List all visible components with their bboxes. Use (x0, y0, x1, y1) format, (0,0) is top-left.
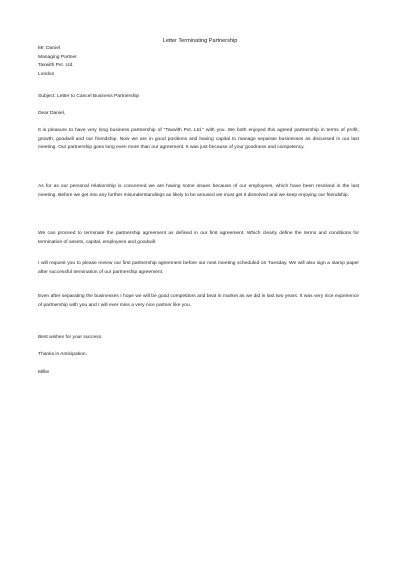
letter-signature: Millie (38, 370, 50, 375)
recipient-city: London (38, 71, 55, 77)
letter-subject: Subject: Letter to Cancel Business Partnership (38, 94, 140, 99)
recipient-name: Mr. Daniel (38, 46, 61, 51)
recipient-company: Taxwith Pvt. Ltd. (38, 63, 74, 68)
body-paragraph: Even after separating the businesses I hope we will be good competitors and beat in market as we did in last two years. It was very nice experience of partnership with you and I will ever miss a very nice partner like you. (38, 294, 359, 308)
recipient-address (38, 45, 77, 79)
letter-closing: Best wishes for your success. (38, 335, 103, 340)
recipient-position: Managing Partner (38, 54, 77, 60)
letter-salutation: Dear Daniel, (38, 111, 66, 116)
body-paragraph: It is pleasure to have very long business partnership of "Taxwith Pvt. Ltd." with you. We both enjoyed this agreed partnership in terms of profit, growth, goodwill and our friendship. Now we are in good positions and having capital to manage separate businesses as discussed in our last meeting. Our partnership goes long even more than our agreement. It was just because of your goodness and competency. (38, 128, 359, 150)
letter-thanks: Thanks in Anticipation, (38, 352, 87, 357)
letter-title: Letter Terminating Partnership (162, 38, 238, 44)
body-paragraph: We can proceed to terminate the partnership agreement as defined in our first agreement. Which clearly define the terms and conditions for termination of assets, capital, employees and goodwill. (38, 231, 359, 245)
body-paragraph: As for as our personal relationship is concerned we are having some issues because of our employees, which have been resolved in the last meeting. Before we get into any further misunderstandings as likely to be aroused we must get it dissolved and we keep enjoying our friendship. (38, 184, 359, 198)
body-paragraph: I will request you to please review our first partnership agreement before our next meeting scheduled on Tuesday. We will also sign a stamp paper after successful termination of our partnership agreement. (38, 261, 359, 275)
